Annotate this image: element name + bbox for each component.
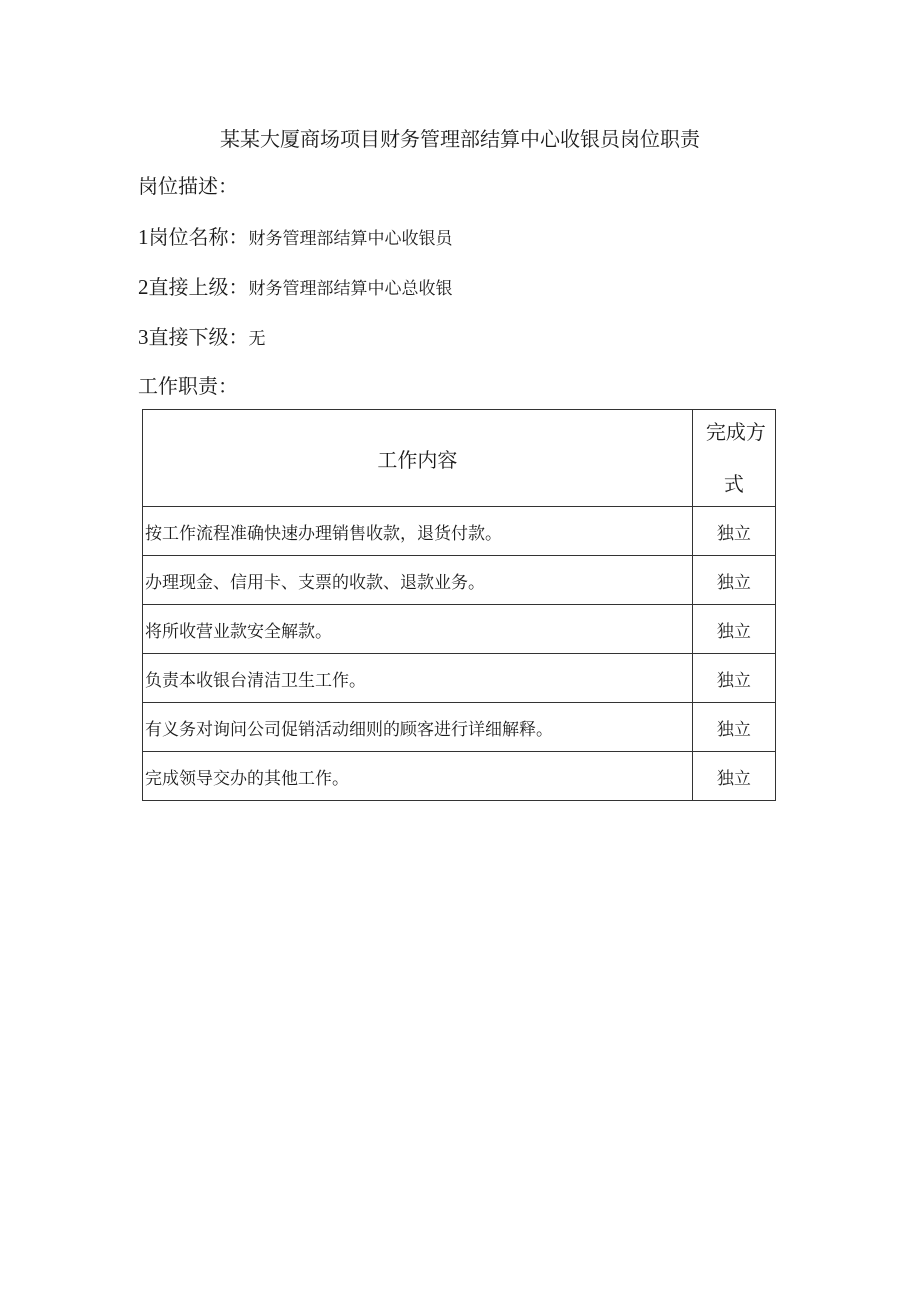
document-title: 某某大厦商场项目财务管理部结算中心收银员岗位职责 — [220, 127, 700, 151]
task-cell: 将所收营业款安全解款。 — [143, 605, 693, 654]
header-work-content: 工作内容 — [143, 410, 693, 507]
field-direct-subordinate — [138, 322, 266, 354]
field-value: 财务管理部结算中心收银员 — [248, 229, 453, 249]
table-row — [143, 654, 776, 703]
mode-cell: 独立 — [692, 507, 775, 556]
field-value: 无 — [248, 329, 266, 349]
duties-table — [142, 409, 776, 801]
field-number: 2 — [138, 275, 149, 299]
mode-cell: 独立 — [692, 605, 775, 654]
field-label: 直接下级： — [148, 325, 249, 349]
task-cell: 负责本收银台清洁卫生工作。 — [143, 654, 693, 703]
mode-cell: 独立 — [692, 752, 775, 801]
task-cell: 完成领导交办的其他工作。 — [143, 752, 693, 801]
mode-cell: 独立 — [692, 654, 775, 703]
table-row — [143, 556, 776, 605]
mode-cell: 独立 — [692, 556, 775, 605]
field-label: 直接上级： — [148, 275, 249, 299]
field-label: 岗位名称： — [148, 225, 249, 249]
description-heading: 岗位描述： — [138, 174, 238, 198]
field-value: 财务管理部结算中心总收银 — [248, 279, 453, 299]
header-mode-line2: 式 — [723, 472, 744, 496]
mode-cell: 独立 — [692, 703, 775, 752]
header-mode-line1: 完成方 — [705, 420, 766, 444]
table-row — [143, 507, 776, 556]
field-direct-superior — [138, 272, 453, 304]
table-row — [143, 605, 776, 654]
table-row — [143, 752, 776, 801]
field-number: 3 — [138, 325, 149, 349]
table-row — [143, 703, 776, 752]
header-completion-mode — [692, 410, 775, 507]
task-cell: 办理现金、信用卡、支票的收款、退款业务。 — [143, 556, 693, 605]
field-number: 1 — [138, 225, 149, 249]
duties-heading: 工作职责： — [138, 374, 238, 398]
task-cell: 按工作流程准确快速办理销售收款，退货付款。 — [143, 507, 693, 556]
table-header-row — [143, 410, 776, 507]
task-cell: 有义务对询问公司促销活动细则的顾客进行详细解释。 — [143, 703, 693, 752]
field-position-name — [138, 222, 453, 254]
